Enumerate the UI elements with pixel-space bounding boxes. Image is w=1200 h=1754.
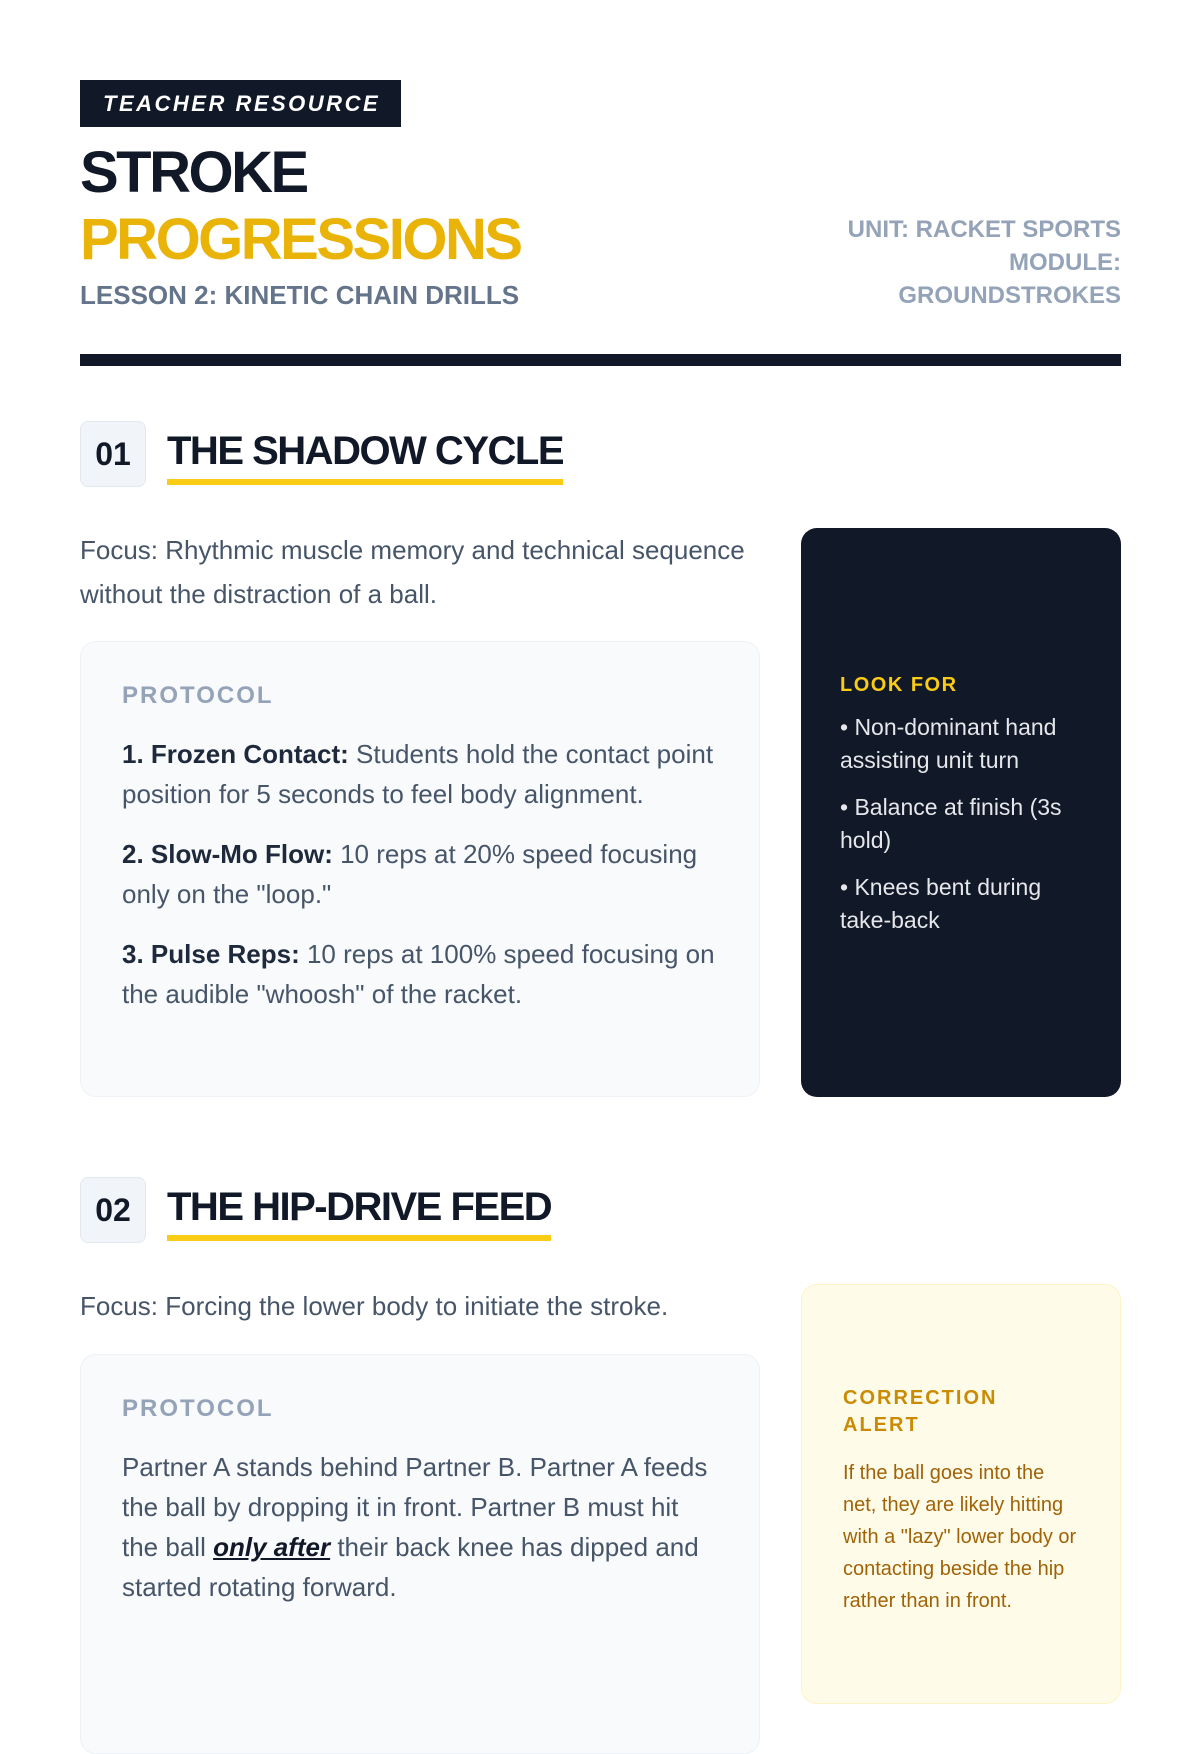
unit-meta xyxy=(821,213,1121,312)
step-label: 2. Slow-Mo Flow: xyxy=(122,839,333,869)
alert-label-line2: ALERT xyxy=(843,1414,920,1436)
section-1-focus: Focus: Rhythmic muscle memory and technical sequence without the distraction of a ball. xyxy=(80,535,745,609)
page-title-line2: PROGRESSIONS xyxy=(80,207,521,272)
header-divider xyxy=(80,354,1121,366)
section-2-protocol xyxy=(80,1354,760,1754)
protocol-emphasis: only after xyxy=(213,1532,331,1562)
correction-alert-label xyxy=(843,1385,1080,1439)
section-1-number: 01 xyxy=(80,421,146,487)
section-2-focus: Focus: Forcing the lower body to initiate the stroke. xyxy=(80,1291,669,1321)
meta-module-name: GROUNDSTROKES xyxy=(898,282,1121,309)
protocol-step xyxy=(122,834,719,914)
step-label: 3. Pulse Reps: xyxy=(122,939,300,969)
section-1-title: THE SHADOW CYCLE xyxy=(167,431,563,485)
page-header xyxy=(80,80,1121,380)
page-title-line1: STROKE xyxy=(80,140,307,205)
protocol-step xyxy=(122,934,719,1014)
look-for-card xyxy=(801,528,1121,1097)
section-1-protocol xyxy=(80,641,760,1097)
protocol-body-text: Partner A stands behind Partner B. Partner A feeds the ball by dropping it in front. Partner B must hit the ball xyxy=(122,1452,708,1562)
meta-module: MODULE: xyxy=(1009,249,1121,276)
section-2-title: THE HIP-DRIVE FEED xyxy=(167,1187,551,1241)
protocol-label: PROTOCOL xyxy=(122,682,274,709)
resource-tag: TEACHER RESOURCE xyxy=(80,80,401,127)
alert-label-line1: CORRECTION xyxy=(843,1387,998,1409)
look-for-item: • Balance at finish (3s hold) xyxy=(840,794,1062,853)
correction-alert-text: If the ball goes into the net, they are likely hitting with a "lazy" lower body or contacting beside the hip rather than in front. xyxy=(843,1462,1077,1612)
look-for-item: • Knees bent during take-back xyxy=(840,874,1042,933)
step-text: Students hold the contact point position for 5 seconds to feel body alignment. xyxy=(122,739,714,809)
look-for-item: • Non-dominant hand assisting unit turn xyxy=(840,714,1057,773)
step-label: 1. Frozen Contact: xyxy=(122,739,349,769)
step-text: 10 reps at 20% speed focusing only on the "loop." xyxy=(122,839,698,909)
lesson-page xyxy=(80,80,1121,1612)
correction-alert-card xyxy=(801,1284,1121,1704)
section-2-number: 02 xyxy=(80,1177,146,1243)
protocol-step xyxy=(122,734,719,814)
protocol-body xyxy=(122,1447,719,1607)
meta-unit: UNIT: RACKET SPORTS xyxy=(847,216,1121,243)
step-text: 10 reps at 100% speed focusing on the audible "whoosh" of the racket. xyxy=(122,939,715,1009)
section-1-heading xyxy=(80,421,563,487)
section-2-heading xyxy=(80,1177,551,1243)
protocol-body-text-end: their back knee has dipped and started rotating forward. xyxy=(122,1532,699,1602)
look-for-label: LOOK FOR xyxy=(840,674,958,696)
lesson-subtitle: LESSON 2: KINETIC CHAIN DRILLS xyxy=(80,280,520,310)
protocol-label: PROTOCOL xyxy=(122,1395,274,1422)
